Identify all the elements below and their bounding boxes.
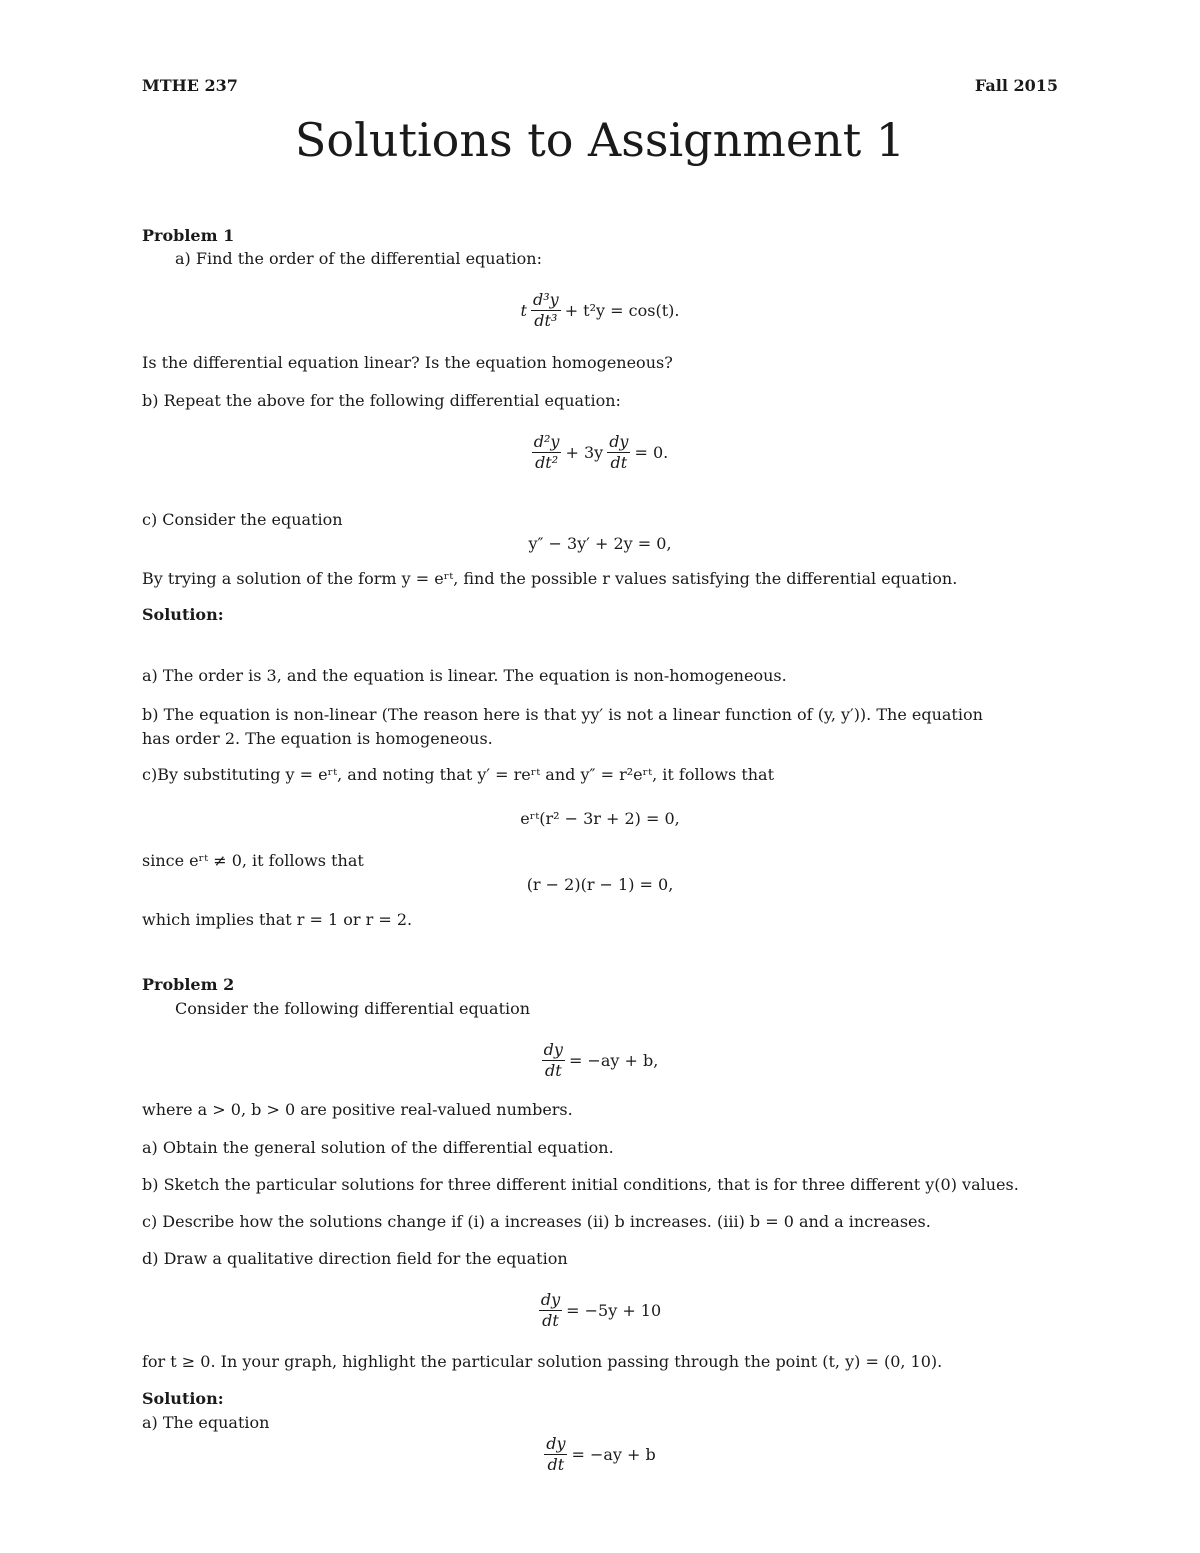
solution-1b-line2: has order 2. The equation is homogeneous. bbox=[142, 729, 493, 748]
eq-rest: = −ay + b bbox=[571, 1444, 656, 1464]
fraction bbox=[531, 290, 561, 331]
fraction-den: dt bbox=[610, 453, 628, 472]
problem-2d-text: d) Draw a qualitative direction field for the equation bbox=[142, 1249, 568, 1268]
problem-1-heading: Problem 1 bbox=[142, 226, 235, 245]
solution-2-heading: Solution: bbox=[142, 1389, 224, 1408]
problem-2-heading: Problem 2 bbox=[142, 975, 235, 994]
fraction-den: dt bbox=[544, 1061, 562, 1080]
equation-p2-2 bbox=[0, 1290, 1200, 1331]
fraction-num: dy bbox=[540, 1290, 561, 1309]
solution-1c-since: since eʳᵗ ≠ 0, it follows that bbox=[142, 851, 364, 870]
course-code: MTHE 237 bbox=[142, 76, 238, 95]
fraction-den: dt bbox=[542, 1311, 559, 1330]
problem-2-where: where a > 0, b > 0 are positive real-valued numbers. bbox=[142, 1100, 573, 1119]
fraction bbox=[544, 1434, 567, 1475]
problem-2a-text: a) Obtain the general solution of the differential equation. bbox=[142, 1138, 614, 1157]
problem-2b-text: b) Sketch the particular solutions for three different initial conditions, that is for three different y(0) values. bbox=[142, 1175, 1019, 1194]
fraction bbox=[607, 432, 630, 473]
problem-1a-text: a) Find the order of the differential equation: bbox=[175, 249, 542, 268]
solution-1a: a) The order is 3, and the equation is linear. The equation is non-homogeneous. bbox=[142, 666, 787, 685]
problem-1-question: Is the differential equation linear? Is the equation homogeneous? bbox=[142, 353, 673, 372]
fraction bbox=[532, 432, 562, 473]
fraction bbox=[539, 1290, 562, 1331]
solution-1-heading: Solution: bbox=[142, 605, 224, 624]
solution-1c: c)By substituting y = eʳᵗ, and noting that y′ = reʳᵗ and y″ = r²eʳᵗ, it follows that bbox=[142, 765, 775, 784]
fraction-den: dt³ bbox=[534, 311, 558, 330]
problem-1c-text: c) Consider the equation bbox=[142, 510, 343, 529]
eq-mid: + 3y bbox=[565, 442, 604, 462]
problem-1b-text: b) Repeat the above for the following differential equation: bbox=[142, 391, 621, 410]
solution-1b-line1: b) The equation is non-linear (The reason here is that yy′ is not a linear function of (y, y′)). The equation bbox=[142, 705, 983, 724]
problem-1c-prompt: By trying a solution of the form y = eʳᵗ, find the possible r values satisfying the differential equation. bbox=[142, 569, 958, 588]
page-title: Solutions to Assignment 1 bbox=[294, 113, 906, 167]
equation-p1-3: y″ − 3y′ + 2y = 0, bbox=[528, 534, 672, 553]
equation-p1-1 bbox=[0, 290, 1200, 331]
equation-p2-1 bbox=[0, 1040, 1200, 1081]
fraction-num: dy bbox=[543, 1040, 563, 1059]
eq-rest: = −5y + 10 bbox=[566, 1300, 662, 1320]
equation-p1-4: eʳᵗ(r² − 3r + 2) = 0, bbox=[520, 809, 680, 828]
fraction-num: d²y bbox=[533, 432, 560, 451]
fraction bbox=[542, 1040, 565, 1081]
fraction-num: d³y bbox=[532, 290, 559, 309]
problem-2c-text: c) Describe how the solutions change if (i) a increases (ii) b increases. (iii) b = 0 and a increases. bbox=[142, 1212, 931, 1231]
eq-rest: = −ay + b, bbox=[568, 1050, 659, 1070]
eq-lead: t bbox=[520, 300, 527, 320]
problem-2d-condition: for t ≥ 0. In your graph, highlight the particular solution passing through the point (t, y) = (0, 10). bbox=[142, 1352, 943, 1371]
fraction-den: dt bbox=[547, 1455, 565, 1474]
equation-p1-2 bbox=[0, 432, 1200, 473]
eq-rest: = 0. bbox=[634, 442, 669, 462]
solution-2a: a) The equation bbox=[142, 1413, 270, 1432]
solution-1c-result: which implies that r = 1 or r = 2. bbox=[142, 910, 413, 929]
equation-p2-3 bbox=[0, 1434, 1200, 1475]
problem-2-intro: Consider the following differential equation bbox=[175, 999, 531, 1018]
equation-p1-5: (r − 2)(r − 1) = 0, bbox=[526, 875, 674, 894]
fraction-num: dy bbox=[546, 1434, 566, 1453]
eq-rest: + t²y = cos(t). bbox=[564, 300, 680, 320]
fraction-num: dy bbox=[609, 432, 629, 451]
fraction-den: dt² bbox=[535, 453, 559, 472]
term: Fall 2015 bbox=[974, 76, 1058, 95]
